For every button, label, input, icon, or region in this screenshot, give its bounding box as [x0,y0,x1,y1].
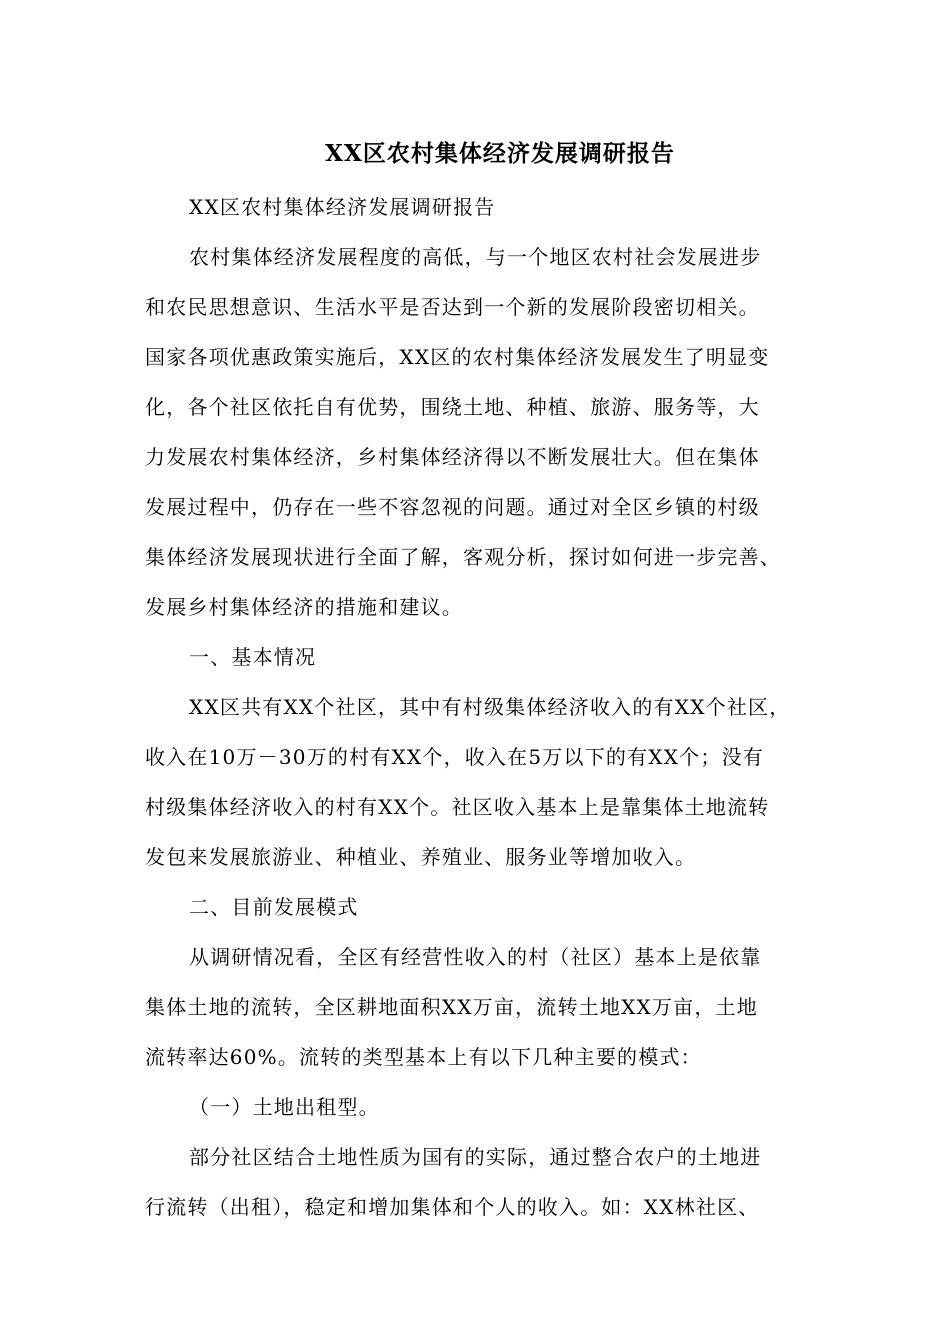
text-line: 集体土地的流转，全区耕地面积XX万亩，流转土地XX万亩，土地 [145,995,758,1019]
text-line: 农村集体经济发展程度的高低，与一个地区农村社会发展进步 [189,245,762,269]
text-line: 从调研情况看，全区有经营性收入的村（社区）基本上是依靠 [189,945,762,969]
text-line: 部分社区结合土地性质为国有的实际，通过整合农户的土地进 [189,1145,762,1169]
text-line: 收入在10万－30万的村有XX个，收入在5万以下的有XX个；没有 [145,745,764,769]
text-line: XX区农村集体经济发展调研报告 [189,195,496,219]
text-line: 行流转（出租），稳定和增加集体和个人的收入。如：XX林社区、 [145,1195,760,1219]
subsection-heading: （一）土地出租型。 [189,1095,380,1119]
text-line: 集体经济发展现状进行全面了解，客观分析，探讨如何进一步完善、 [145,545,781,569]
text-line: XX区共有XX个社区，其中有村级集体经济收入的有XX个社区， [189,695,791,719]
text-line: 村级集体经济收入的村有XX个。社区收入基本上是靠集体土地流转 [145,795,770,819]
section-heading: 一、基本情况 [189,645,317,669]
text-line: 化，各个社区依托自有优势，围绕土地、种植、旅游、服务等，大 [145,395,760,419]
text-line: 发展乡村集体经济的措施和建议。 [145,595,463,619]
section-heading: 二、目前发展模式 [189,895,359,919]
text-line: 国家各项优惠政策实施后，XX区的农村集体经济发展发生了明显变 [145,345,770,369]
document-body [145,182,825,1232]
text-line: 发包来发展旅游业、种植业、养殖业、服务业等增加收入。 [145,845,697,869]
document-title: XX区农村集体经济发展调研报告 [325,140,675,167]
text-line: 发展过程中，仍存在一些不容忽视的问题。通过对全区乡镇的村级 [145,495,760,519]
text-line: 流转率达60%。流转的类型基本上有以下几种主要的模式： [145,1045,702,1069]
text-line: 和农民思想意识、生活水平是否达到一个新的发展阶段密切相关。 [145,295,760,319]
text-line: 力发展农村集体经济，乡村集体经济得以不断发展壮大。但在集体 [145,445,760,469]
